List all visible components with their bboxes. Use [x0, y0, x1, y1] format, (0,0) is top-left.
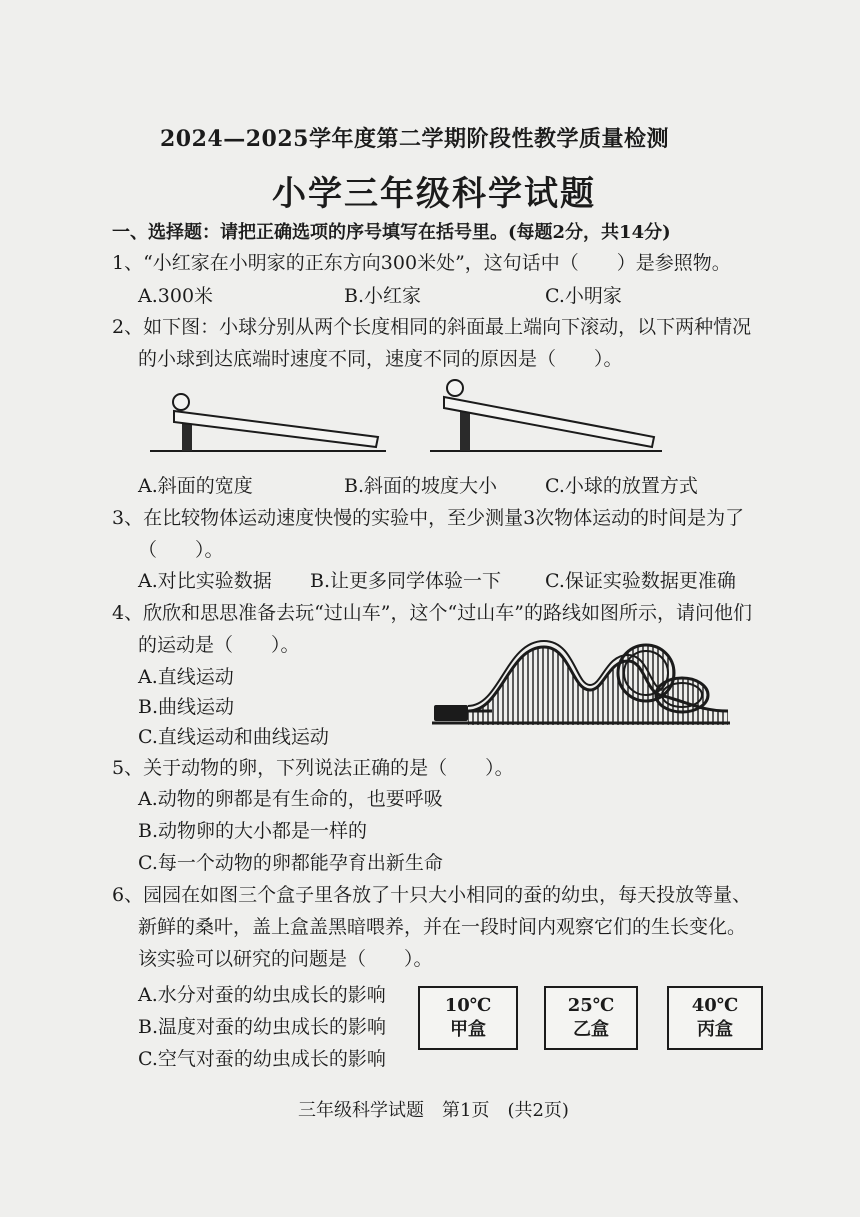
question-6-option-b: B.温度对蚕的幼虫成长的影响: [138, 1016, 387, 1038]
question-4-option-b: B.曲线运动: [138, 696, 235, 718]
question-6-option-c: C.空气对蚕的幼虫成长的影响: [138, 1048, 386, 1070]
question-1-option-c: C.小明家: [545, 285, 622, 307]
question-6-stem: 6、园园在如图三个盒子里各放了十只大小相同的蚕的幼虫，每天投放等量、: [112, 884, 752, 906]
question-4-option-a: A.直线运动: [138, 666, 234, 688]
ramp-figure-low: [150, 385, 390, 460]
question-5-option-b: B.动物卵的大小都是一样的: [138, 820, 368, 842]
roller-coaster-figure: [432, 635, 732, 730]
question-2-option-c: C.小球的放置方式: [545, 475, 698, 497]
question-1-option-b: B.小红家: [344, 285, 422, 307]
question-6-stem-cont-2: 该实验可以研究的问题是（ ）。: [138, 948, 433, 970]
ramp-figure-steep: [430, 375, 670, 460]
box-jia-label: 甲盒: [450, 1019, 486, 1040]
exam-header: 2024—2025学年度第二学期阶段性教学质量检测: [160, 126, 669, 152]
question-5-stem: 5、关于动物的卵，下列说法正确的是（ ）。: [112, 757, 514, 779]
box-yi-temp: 25℃: [567, 995, 615, 1016]
question-1-stem: 1、“小红家在小明家的正东方向300米处”，这句话中（ ）是参照物。: [112, 252, 731, 274]
question-3-option-c: C.保证实验数据更准确: [545, 570, 736, 592]
question-4-stem: 4、欣欣和思思准备去玩“过山车”，这个“过山车”的路线如图所示，请问他们: [112, 602, 752, 624]
question-5-option-a: A.动物的卵都是有生命的，也要呼吸: [138, 788, 443, 810]
box-jia-temp: 10℃: [444, 995, 492, 1016]
box-bing-temp: 40℃: [691, 995, 739, 1016]
question-2-option-a: A.斜面的宽度: [138, 475, 253, 497]
question-5-option-c: C.每一个动物的卵都能孕育出新生命: [138, 852, 443, 874]
question-3-option-a: A.对比实验数据: [138, 570, 272, 592]
question-3-stem: 3、在比较物体运动速度快慢的实验中，至少测量3次物体运动的时间是为了: [112, 507, 745, 529]
box-bing: [667, 986, 763, 1050]
question-2-stem: 2、如下图：小球分别从两个长度相同的斜面最上端向下滚动，以下两种情况: [112, 316, 752, 338]
question-2-stem-cont: 的小球到达底端时速度不同，速度不同的原因是（ ）。: [138, 348, 623, 370]
box-bing-label: 丙盒: [697, 1019, 733, 1040]
page-footer: 三年级科学试题 第1页 (共2页): [298, 1100, 569, 1121]
box-yi-label: 乙盒: [573, 1019, 609, 1040]
section-title: 一、选择题：请把正确选项的序号填写在括号里。(每题2分，共14分): [112, 222, 671, 243]
question-4-stem-cont: 的运动是（ ）。: [138, 634, 300, 656]
question-3-option-b: B.让更多同学体验一下: [310, 570, 502, 592]
question-1-option-a: A.300米: [138, 285, 214, 307]
box-yi: [544, 986, 638, 1050]
page-title: 小学三年级科学试题: [272, 174, 596, 214]
question-2-option-b: B.斜面的坡度大小: [344, 475, 498, 497]
question-4-option-c: C.直线运动和曲线运动: [138, 726, 329, 748]
question-3-stem-cont: （ ）。: [138, 539, 224, 561]
box-jia: [418, 986, 518, 1050]
question-6-option-a: A.水分对蚕的幼虫成长的影响: [138, 984, 386, 1006]
question-6-stem-cont: 新鲜的桑叶，盖上盒盖黑暗喂养，并在一段时间内观察它们的生长变化。: [138, 916, 747, 938]
